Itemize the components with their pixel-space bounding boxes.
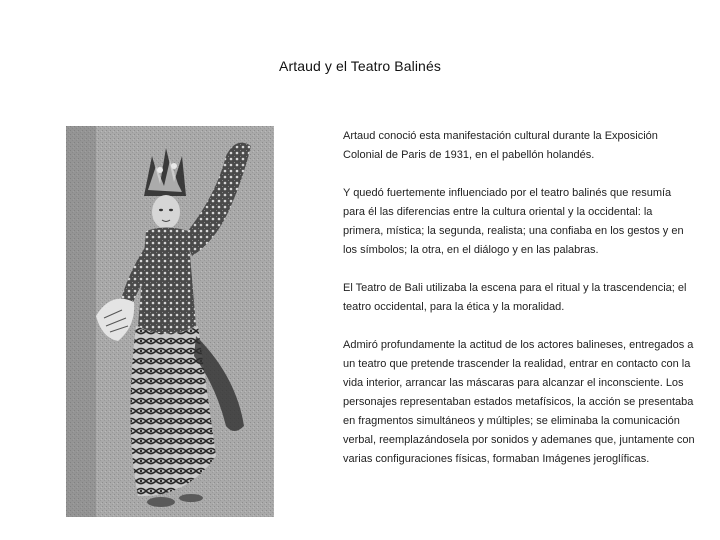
balinese-dancer-photo bbox=[66, 126, 274, 517]
paragraph-3: El Teatro de Bali utilizaba la escena para el ritual y la trascendencia; el teatro occidental, para la ética y la moralidad. bbox=[343, 282, 687, 313]
paragraph-4: Admiró profundamente la actitud de los actores balineses, entregados a un teatro que pretende trascender la realidad, entrar en contacto con la vida interior, arrancar las máscaras para alcanzar el inconsciente. Los personajes representaban estados metafísicos, la acción se presentaba en fragmentos simultáneos y múltiples; se eliminaba la comunicación verbal, reemplazándosela por sonidos y ademanes que, juntamente con varias configuraciones físicas, formaban Imágenes jeroglíficas. bbox=[343, 339, 695, 465]
paragraph-1: Artaud conoció esta manifestación cultural durante la Exposición Colonial de Paris de 1931, en el pabellón holandés. bbox=[343, 130, 658, 161]
body-text bbox=[343, 127, 695, 488]
slide-title: Artaud y el Teatro Balinés bbox=[279, 58, 441, 74]
paragraph-2: Y quedó fuertemente influenciado por el teatro balinés que resumía para él las diferencias entre la cultura oriental y la occidental: la primera, mística; la segunda, realista; una confiaba en los gestos y en los símbolos; la otra, en el diálogo y en las palabras. bbox=[343, 187, 684, 256]
